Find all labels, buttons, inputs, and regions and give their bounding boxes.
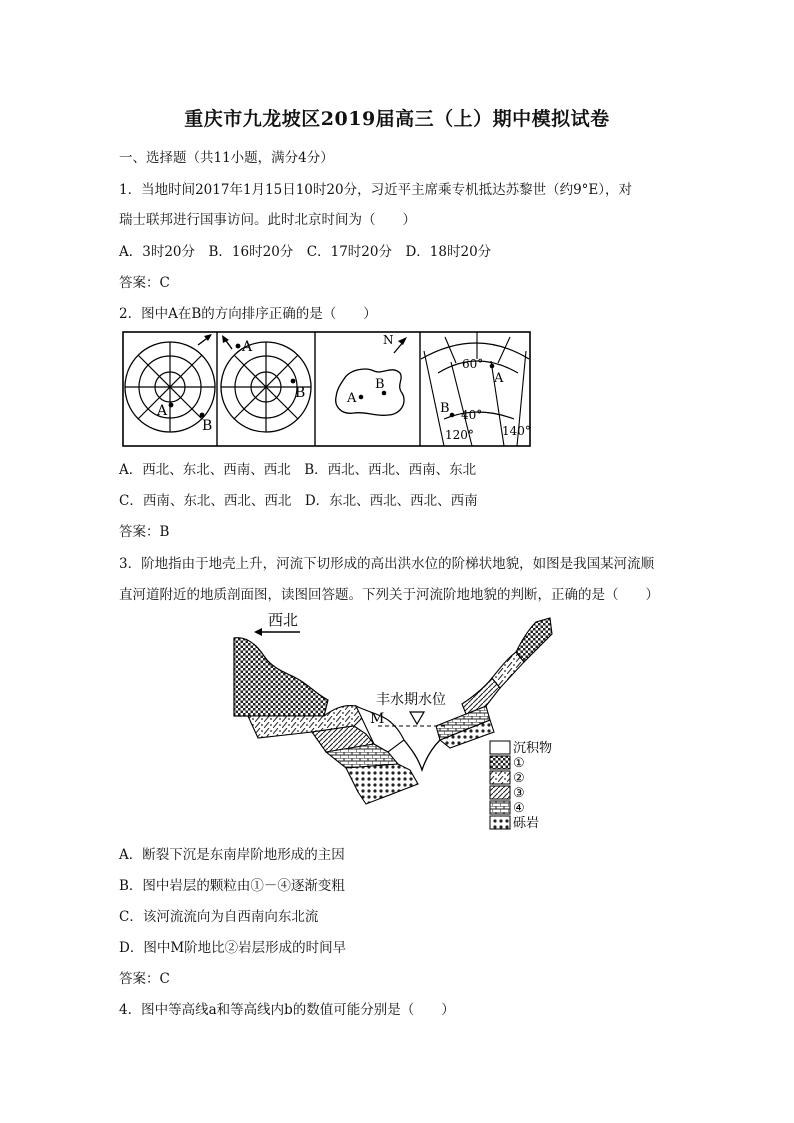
q3-option-b: B．图中岩层的颗粒由①－④逐渐变粗: [119, 878, 345, 894]
q3-geological-section: [228, 608, 564, 830]
q3-option-c: C．该河流流向为自西南向东北流: [119, 909, 319, 925]
panel4-deg40: 40°: [461, 408, 483, 422]
legend-layer2: ②: [513, 771, 525, 786]
panel4-graticule: [421, 332, 531, 446]
panel1-label-b: B: [202, 418, 213, 434]
q3-option-a: A．断裂下沉是东南岸阶地形成的主因: [119, 847, 345, 863]
panel3-label-b: B: [375, 377, 385, 392]
q1-stem-line2: 瑞士联邦进行国事访问。此时北京时间为（ ）: [119, 212, 416, 228]
panel3-north-label: N: [383, 333, 394, 347]
panel1-label-a: A: [157, 403, 168, 419]
q3-answer: 答案：C: [119, 971, 170, 987]
panel2-label-b: B: [295, 385, 306, 401]
legend-layer1: ①: [513, 756, 525, 771]
q4-stem: 4．图中等高线a和等高线内b的数值可能分别是（ ）: [119, 1002, 455, 1018]
panel2-compass: [221, 335, 311, 432]
panel4-deg120: 120°: [445, 428, 474, 442]
legend-sediment: 沉积物: [513, 741, 553, 756]
q3-flood-level-label: 丰水期水位: [376, 692, 446, 708]
q1-answer: 答案：C: [119, 275, 170, 291]
q3-legend: [490, 740, 552, 830]
panel2-label-a: A: [242, 339, 253, 355]
section-heading: 一、选择题（共11小题，满分4分）: [119, 150, 334, 166]
panel4-deg60: 60°: [462, 357, 484, 371]
panel3-island: [336, 333, 407, 415]
q3-stem-line1: 3．阶地指由于地壳上升，河流下切形成的高出洪水位的阶梯状地貌，如图是我国某河流顺: [119, 556, 655, 572]
q2-options-line2: C．西南、东北、西北、西北 D．东北、西北、西北、西南: [119, 493, 478, 509]
panel4-deg140: 140°: [502, 424, 531, 438]
q3-m-label: M: [370, 711, 385, 727]
panel3-label-a: A: [347, 391, 357, 406]
legend-conglomerate: 砾岩: [513, 816, 540, 830]
panel1-compass: [125, 334, 215, 434]
panel4-label-b: B: [440, 401, 450, 416]
legend-layer4: ④: [513, 801, 525, 816]
legend-layer3: ③: [513, 786, 525, 801]
q2-stem: 2．图中A在B的方向排序正确的是（ ）: [119, 306, 377, 322]
q3-stem-line2: 直河道附近的地质剖面图，读图回答题。下列关于河流阶地地貌的判断，正确的是（ ）: [119, 587, 659, 603]
q3-option-d: D．图中M阶地比②岩层形成的时间早: [119, 940, 347, 956]
panel4-label-a: A: [494, 371, 504, 386]
q1-options: A．3时20分 B．16时20分 C．17时20分 D．18时20分: [119, 244, 492, 260]
q1-stem-line1: 1．当地时间2017年1月15日10时20分，习近平主席乘专机抵达苏黎世（约9°E），对: [119, 182, 633, 198]
q2-answer: 答案：B: [119, 524, 170, 540]
page-title: 重庆市九龙坡区2019届高三（上）期中模拟试卷: [184, 108, 610, 130]
q2-options-line1: A．西北、东北、西南、西北 B．西北、西北、西南、东北: [119, 462, 477, 478]
q2-direction-figure: [122, 331, 532, 448]
q3-direction-label: 西北: [268, 611, 299, 629]
